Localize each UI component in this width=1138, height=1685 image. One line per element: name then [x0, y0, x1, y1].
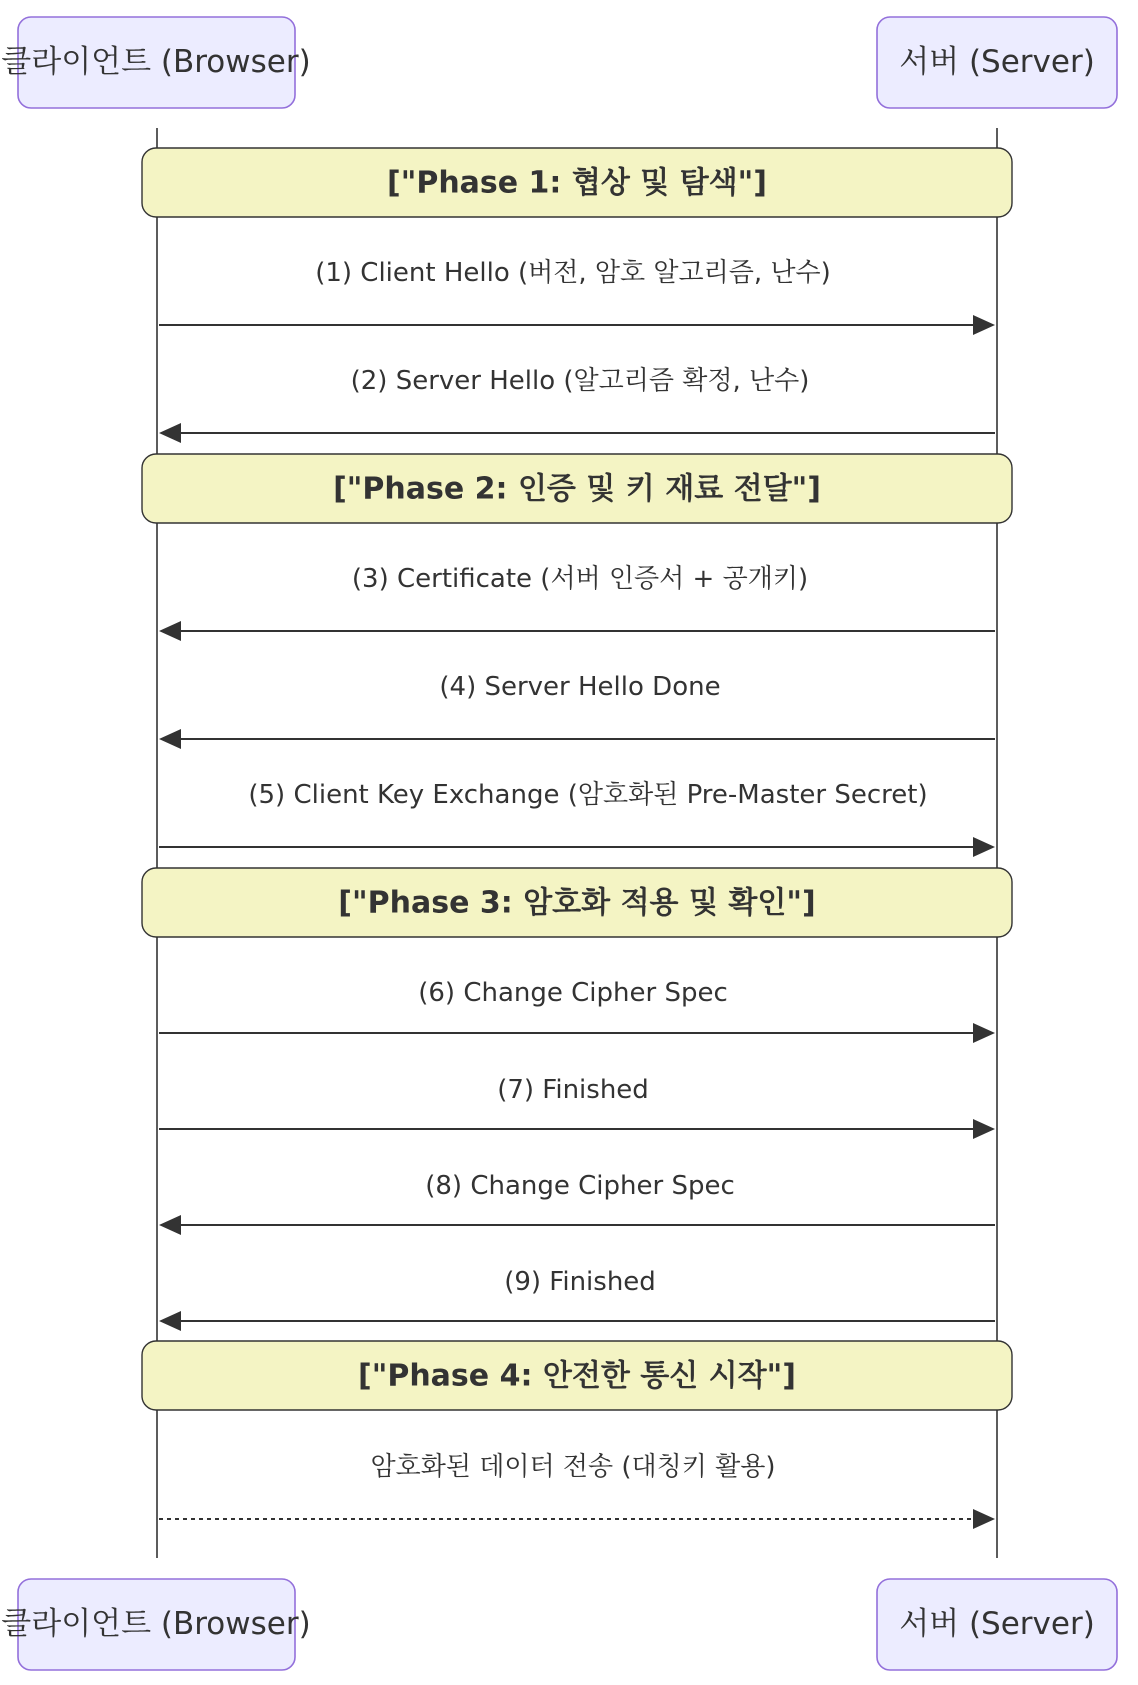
message	[159, 258, 995, 335]
phase-note	[142, 868, 1012, 937]
message	[159, 1075, 995, 1139]
client-actor-label: 클라이언트 (Browser)	[1, 1606, 311, 1642]
message-label: (5) Client Key Exchange (암호화된 Pre-Master Secret)	[248, 780, 928, 810]
arrowhead-left-icon	[159, 423, 181, 443]
phase-note-label: ["Phase 3: 암호화 적용 및 확인"]	[338, 885, 816, 921]
message-label: (7) Finished	[497, 1075, 649, 1105]
client-actor-top	[1, 17, 310, 108]
arrowhead-right-icon	[973, 1509, 995, 1529]
arrowhead-left-icon	[159, 621, 181, 641]
message	[159, 564, 995, 641]
client-actor-bottom	[1, 1579, 310, 1670]
message-label: (9) Finished	[504, 1267, 656, 1297]
arrowhead-right-icon	[973, 1023, 995, 1043]
message-label: (1) Client Hello (버전, 암호 알고리즘, 난수)	[315, 258, 831, 288]
arrowhead-left-icon	[159, 1311, 181, 1331]
server-actor-label: 서버 (Server)	[899, 1606, 1095, 1642]
message-label: (6) Change Cipher Spec	[418, 978, 728, 1008]
server-actor-bottom	[877, 1579, 1117, 1670]
message	[159, 366, 995, 443]
phase-note	[142, 1341, 1012, 1410]
phase-note-label: ["Phase 2: 인증 및 키 재료 전달"]	[333, 471, 821, 507]
message-label: (2) Server Hello (알고리즘 확정, 난수)	[350, 366, 810, 396]
arrowhead-right-icon	[973, 837, 995, 857]
server-actor-label: 서버 (Server)	[899, 44, 1095, 80]
arrowhead-right-icon	[973, 315, 995, 335]
arrowhead-left-icon	[159, 729, 181, 749]
message-label: (3) Certificate (서버 인증서 + 공개키)	[351, 564, 809, 594]
message	[159, 780, 995, 857]
message	[159, 1171, 995, 1235]
arrowhead-right-icon	[973, 1119, 995, 1139]
phase-note	[142, 454, 1012, 523]
arrowhead-left-icon	[159, 1215, 181, 1235]
client-actor-label: 클라이언트 (Browser)	[1, 44, 311, 80]
message	[159, 1267, 995, 1331]
message	[159, 978, 995, 1043]
message	[159, 672, 995, 749]
message-label: (4) Server Hello Done	[439, 672, 721, 702]
phase-note-label: ["Phase 1: 협상 및 탐색"]	[386, 165, 768, 201]
message	[159, 1452, 995, 1529]
message-label: (8) Change Cipher Spec	[425, 1171, 735, 1201]
message-label: 암호화된 데이터 전송 (대칭키 활용)	[370, 1452, 776, 1482]
phase-note	[142, 148, 1012, 217]
server-actor-top	[877, 17, 1117, 108]
phase-note-label: ["Phase 4: 안전한 통신 시작"]	[358, 1358, 796, 1394]
